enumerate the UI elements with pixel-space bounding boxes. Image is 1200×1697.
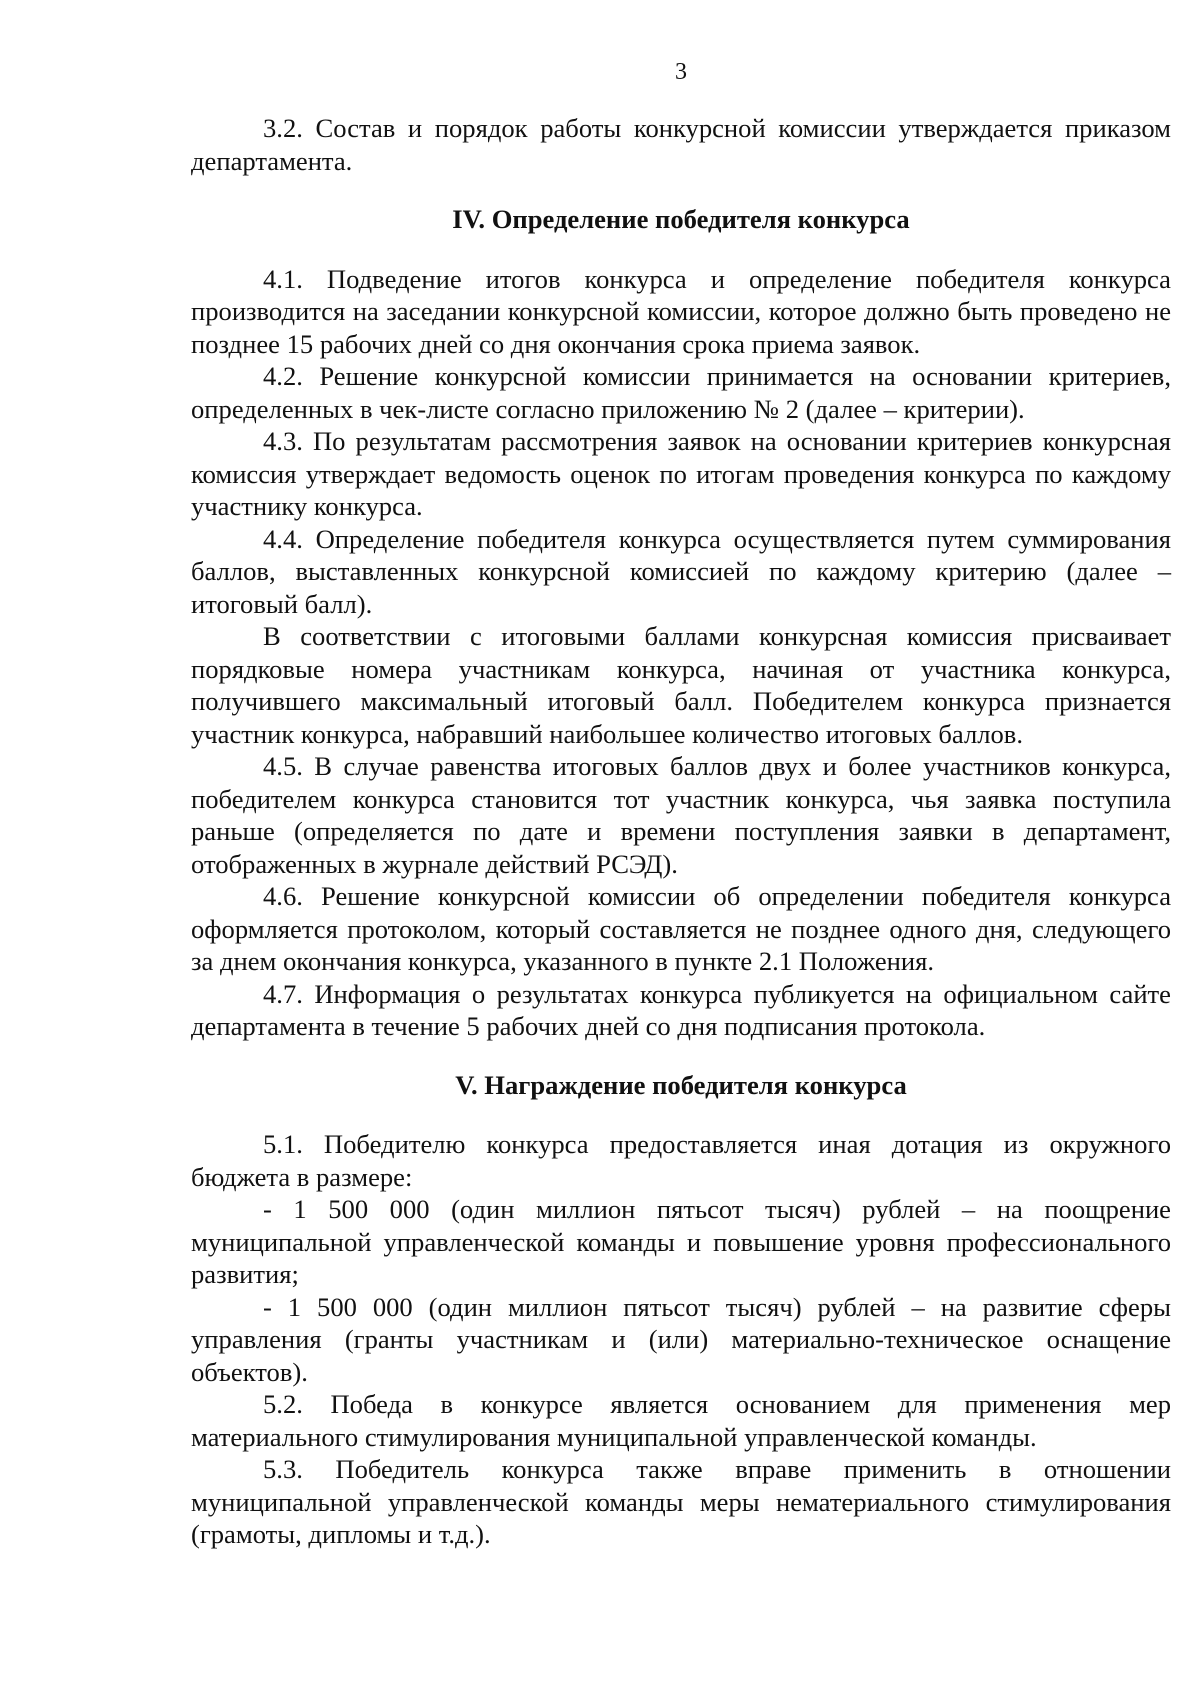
paragraph-4-4: 4.4. Определение победителя конкурса осуществляется путем суммирования баллов, выставленных конкурсной комиссией по каждому критерию (далее – итоговый балл). — [191, 523, 1171, 619]
paragraph-5-2: 5.2. Победа в конкурсе является основанием для применения мер материального стимулирования муниципальной управленческой команды. — [191, 1389, 1171, 1452]
paragraph-5-1: 5.1. Победителю конкурса предоставляется иная дотация из окружного бюджета в размере: — [191, 1129, 1171, 1192]
paragraph-3-2: 3.2. Состав и порядок работы конкурсной комиссии утверждается приказом департамента. — [191, 113, 1171, 176]
paragraph-4-2: 4.2. Решение конкурсной комиссии принимается на основании критериев, определенных в чек-листе согласно приложению № 2 (далее – критерии). — [191, 361, 1171, 424]
section-heading-iv: IV. Определение победителя конкурса — [452, 204, 910, 234]
paragraph-4-4-continued: В соответствии с итоговыми баллами конкурсная комиссия присваивает порядковые номера участникам конкурса, начиная от участника конкурса, получившего максимальный итоговый балл. Победителем конкурса признается участник конкурса, набравший наибольшее количество итоговых баллов. — [191, 621, 1171, 749]
paragraph-4-5: 4.5. В случае равенства итоговых баллов двух и более участников конкурса, победителем конкурса становится тот участник конкурса, чья заявка поступила раньше (определяется по дате и времени поступления заявки в департамент, отображенных в журнале действий РСЭД). — [191, 751, 1171, 879]
paragraph-4-1: 4.1. Подведение итогов конкурса и определение победителя конкурса производится на заседании конкурсной комиссии, которое должно быть проведено не позднее 15 рабочих дней со дня окончания срока приема заявок. — [191, 263, 1171, 359]
list-item-award-team: - 1 500 000 (один миллион пятьсот тысяч) рублей – на поощрение муниципальной управленческой команды и повышение уровня профессионального развития; — [191, 1194, 1171, 1289]
paragraph-4-6: 4.6. Решение конкурсной комиссии об определении победителя конкурса оформляется протоколом, который составляется не позднее одного дня, следующего за днем окончания конкурса, указанного в пункте 2.1 Положения. — [191, 881, 1171, 976]
page-number: 3 — [675, 59, 687, 85]
section-heading-v: V. Награждение победителя конкурса — [455, 1069, 907, 1100]
paragraph-5-3: 5.3. Победитель конкурса также вправе применить в отношении муниципальной управленческой команды меры нематериального стимулирования (грамоты, дипломы и т.д.). — [191, 1454, 1171, 1549]
paragraph-4-7: 4.7. Информация о результатах конкурса публикуется на официальном сайте департамента в течение 5 рабочих дней со дня подписания протокола. — [191, 978, 1171, 1041]
list-item-award-development: - 1 500 000 (один миллион пятьсот тысяч) рублей – на развитие сферы управления (гранты участникам и (или) материально-техническое оснащение объектов). — [191, 1291, 1171, 1387]
document-page — [191, 56, 1171, 1551]
paragraph-4-3: 4.3. По результатам рассмотрения заявок на основании критериев конкурсная комиссия утверждает ведомость оценок по итогам проведения конкурса по каждому участнику конкурса. — [191, 426, 1171, 521]
